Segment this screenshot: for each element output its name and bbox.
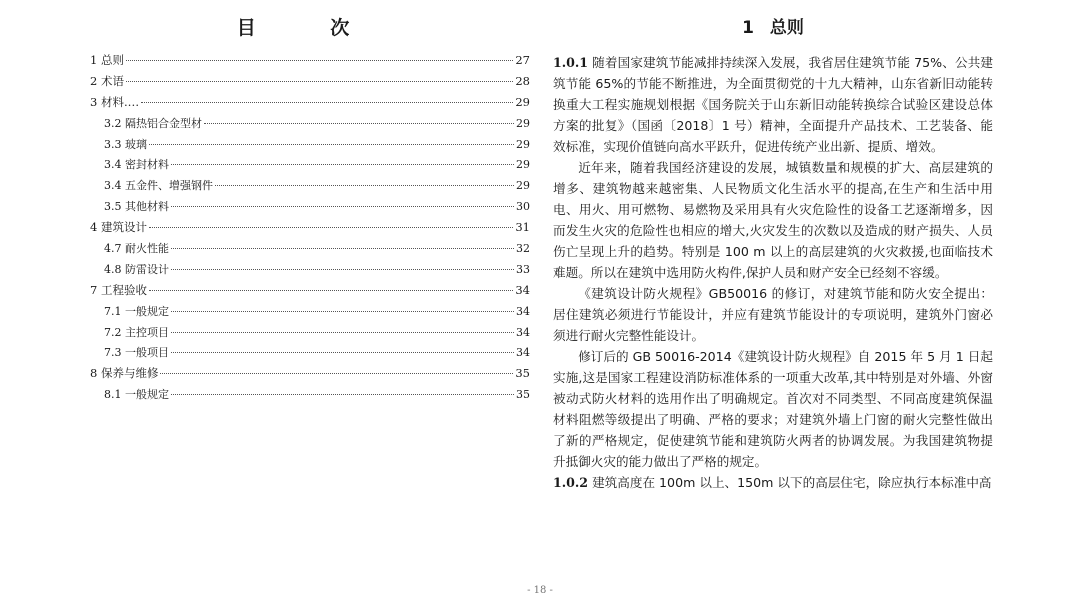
toc-entry[interactable] <box>90 136 530 157</box>
toc-entry[interactable] <box>90 240 530 261</box>
toc-entry-page: 34 <box>515 282 530 297</box>
toc-entry-page: 29 <box>516 116 530 130</box>
toc-leader-dots <box>141 102 513 103</box>
toc-leader-dots <box>171 332 514 333</box>
toc-leader-dots <box>149 290 513 291</box>
paragraph-text: 修订后的 GB 50016-2014《建筑设计防火规程》自 2015 年 5 月 1 日起实施,这是国家工程建设消防标准体系的一项重大改革,其中特别是对外墙、外窗被动式防火材料的选用作出了明确规定。首次对不同类型、不同高度建筑保温材料阻燃等级提出了明确、严格的要求；对建筑外墙上门窗的耐火完整性做出了新的严格规定，促使建筑节能和建筑防火两者的协调发展。为我国建筑物提升抵御火灾的能力做出了严格的规定。 <box>553 349 993 469</box>
toc-leader-dots <box>215 185 514 186</box>
toc-leader-dots <box>171 352 514 353</box>
toc-entry[interactable] <box>90 303 530 324</box>
toc-leader-dots <box>171 311 514 312</box>
toc-entry[interactable] <box>90 94 530 115</box>
toc-entry-page: 29 <box>516 179 530 193</box>
toc-leader-dots <box>149 144 514 145</box>
toc-entry-label: 8.1 一般规定 <box>104 388 169 402</box>
body-paragraph <box>553 52 993 157</box>
toc-entry-page: 27 <box>515 53 530 67</box>
toc-leader-dots <box>204 123 514 124</box>
toc-entry-label: 3 材料.… <box>90 94 140 109</box>
toc-entry-page: 31 <box>515 220 530 235</box>
toc-entry-page: 29 <box>515 94 530 109</box>
toc-entry-label: 3.3 玻璃 <box>104 137 147 151</box>
toc-entry-label: 4.7 耐火性能 <box>104 242 169 256</box>
toc-leader-dots <box>160 373 513 374</box>
paragraph-text: 《建筑设计防火规程》GB50016 的修订，对建筑节能和防火安全提出：居住建筑必须进行节能设计，并应有建筑节能设计的专项说明，建筑外门窗必须进行耐火完整性能设计。 <box>553 286 993 343</box>
toc-entry[interactable] <box>90 386 530 407</box>
paragraph-text: 随着国家建筑节能减排持续深入发展，我省居住建筑节能 75%、公共建筑节能 65%的节能不断推进，为全面贯彻党的十九大精神，山东省新旧动能转换重大工程实施规划根据《国务院关于山东新旧动能转换综合试验区建设总体方案的批复》（国函〔2018〕1 号）精神，全面提升产品技术、工艺装备、能效标准，实现价值链向高水平跃升，促进传统产业出新、提质、增效。 <box>553 55 993 154</box>
body-paragraph <box>553 157 993 283</box>
toc-entry-label: 4.8 防雷设计 <box>104 262 169 276</box>
toc-entry[interactable] <box>90 73 530 94</box>
toc-entry-label: 4 建筑设计 <box>90 220 147 235</box>
toc-entry-label: 3.4 五金件、增强钢件 <box>104 179 213 193</box>
chapter-body <box>553 52 993 493</box>
table-of-contents <box>90 14 530 407</box>
toc-entry-page: 32 <box>516 242 530 256</box>
toc-entry-label: 7 工程验收 <box>90 282 147 297</box>
toc-entry-page: 34 <box>516 346 530 360</box>
toc-entry-label: 7.3 一般项目 <box>104 346 169 360</box>
toc-entry-page: 35 <box>516 388 530 402</box>
toc-entry-page: 33 <box>516 262 530 276</box>
toc-entry-page: 30 <box>516 200 530 214</box>
toc-entry[interactable] <box>90 156 530 177</box>
clause-number: 1.0.1 <box>553 55 589 70</box>
toc-entry[interactable] <box>90 365 530 386</box>
toc-leader-dots <box>149 227 513 228</box>
paragraph-text: 近年来，随着我国经济建设的发展，城镇数量和规模的扩大、高层建筑的增多、建筑物越来越密集、人民物质文化生活水平的提高,在生产和生活中用电、用火、用可燃物、易燃物及采用具有火灾危险性的设备工艺逐渐增多，因而发生火灾的危险性也相应的增大,火灾发生的次数以及造成的财产损失、人员伤亡呈现上升的趋势。特别是 100 m 以上的高层建筑的火灾救援,也面临技术难题。所以在建筑中选用防火构件,保护人员和财产安全已经刻不容缓。 <box>553 160 993 280</box>
toc-entry[interactable] <box>90 282 530 303</box>
toc-leader-dots <box>171 164 514 165</box>
toc-entry-label: 3.2 隔热铝合金型材 <box>104 116 202 130</box>
toc-entry-label: 7.1 一般规定 <box>104 304 169 318</box>
toc-leader-dots <box>126 81 513 82</box>
toc-entry-page: 34 <box>516 325 530 339</box>
toc-leader-dots <box>171 269 514 270</box>
toc-entry-page: 28 <box>515 73 530 88</box>
toc-entry[interactable] <box>90 324 530 345</box>
toc-entry-label: 3.5 其他材料 <box>104 200 169 214</box>
toc-entry[interactable] <box>90 344 530 365</box>
body-paragraph <box>553 346 993 472</box>
page-number: - 18 - <box>527 585 553 596</box>
toc-entry-page: 29 <box>516 158 530 172</box>
toc-entry[interactable] <box>90 177 530 198</box>
toc-entry-page: 35 <box>515 366 530 381</box>
paragraph-text: 建筑高度在 100m 以上、150m 以下的高层住宅，除应执行本标准中高 <box>588 475 992 490</box>
toc-leader-dots <box>171 206 514 207</box>
toc-entry-label: 3.4 密封材料 <box>104 158 169 172</box>
toc-entry[interactable] <box>90 52 530 73</box>
toc-leader-dots <box>126 60 513 61</box>
toc-entry-label: 7.2 主控项目 <box>104 325 169 339</box>
body-paragraph <box>553 472 993 493</box>
toc-title: 目 次 <box>236 17 384 39</box>
toc-entry[interactable] <box>90 115 530 136</box>
clause-number: 1.0.2 <box>553 475 589 490</box>
toc-entry-label: 8 保养与维修 <box>90 366 159 381</box>
toc-entry-page: 34 <box>516 304 530 318</box>
chapter-content <box>553 14 993 493</box>
body-paragraph <box>553 283 993 346</box>
toc-leader-dots <box>171 248 514 249</box>
toc-entry[interactable] <box>90 219 530 240</box>
toc-entry[interactable] <box>90 261 530 282</box>
toc-leader-dots <box>171 394 514 395</box>
chapter-title: 1 总则 <box>742 18 804 38</box>
toc-entry-page: 29 <box>516 137 530 151</box>
toc-entry-label: 1 总则 <box>90 53 124 67</box>
toc-entry[interactable] <box>90 198 530 219</box>
toc-entry-label: 2 术语 <box>90 73 124 88</box>
toc-list <box>90 52 530 407</box>
